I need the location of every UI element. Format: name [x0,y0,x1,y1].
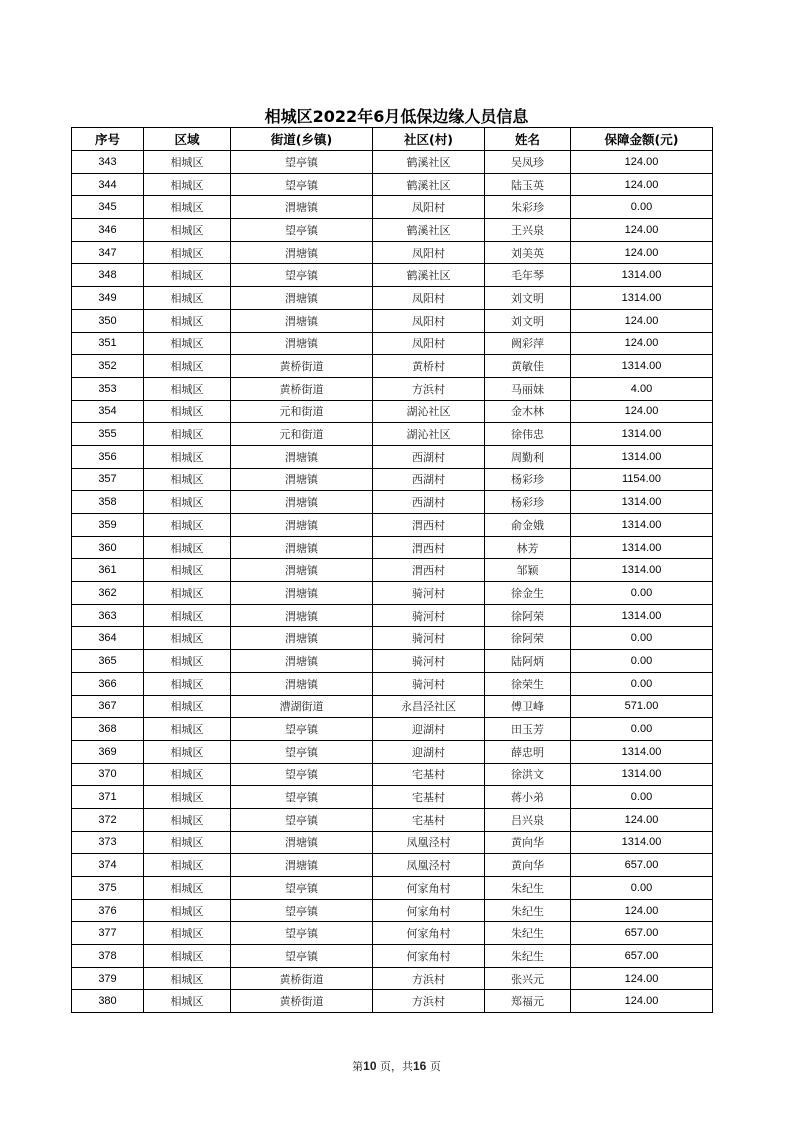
cell-name: 朱纪生 [485,877,571,900]
table-row [72,241,713,264]
cell-index: 350 [72,309,144,332]
cell-street: 黄桥街道 [231,355,373,378]
cell-amount: 657.00 [571,945,713,968]
cell-street: 渭塘镇 [231,332,373,355]
cell-amount: 0.00 [571,627,713,650]
table-row [72,196,713,219]
cell-street: 望亭镇 [231,763,373,786]
cell-name: 徐洪文 [485,763,571,786]
cell-community: 永昌泾社区 [373,695,485,718]
cell-amount: 124.00 [571,808,713,831]
cell-amount: 124.00 [571,899,713,922]
cell-name: 邹颖 [485,559,571,582]
cell-index: 343 [72,151,144,174]
table-row [72,854,713,877]
cell-index: 354 [72,400,144,423]
cell-community: 方浜村 [373,377,485,400]
table-row [72,740,713,763]
cell-name: 刘文明 [485,287,571,310]
cell-community: 何家角村 [373,945,485,968]
cell-street: 望亭镇 [231,264,373,287]
cell-name: 杨彩珍 [485,468,571,491]
cell-name: 吕兴泉 [485,808,571,831]
table-row [72,559,713,582]
cell-community: 鹤溪社区 [373,264,485,287]
cell-district: 相城区 [144,423,231,446]
cell-amount: 124.00 [571,219,713,242]
cell-street: 望亭镇 [231,808,373,831]
cell-index: 351 [72,332,144,355]
cell-district: 相城区 [144,468,231,491]
cell-street: 渭塘镇 [231,241,373,264]
cell-street: 望亭镇 [231,219,373,242]
cell-district: 相城区 [144,219,231,242]
total-pages: 16 [413,1059,427,1073]
cell-district: 相城区 [144,377,231,400]
cell-name: 徐伟忠 [485,423,571,446]
cell-index: 379 [72,967,144,990]
cell-name: 陆玉英 [485,173,571,196]
cell-district: 相城区 [144,672,231,695]
cell-amount: 1314.00 [571,514,713,537]
cell-street: 渭塘镇 [231,196,373,219]
cell-district: 相城区 [144,491,231,514]
cell-amount: 1314.00 [571,831,713,854]
cell-district: 相城区 [144,808,231,831]
table-row [72,287,713,310]
cell-street: 渭塘镇 [231,309,373,332]
table-row [72,899,713,922]
footer-prefix: 第 [352,1060,364,1073]
table-row [72,808,713,831]
cell-community: 渭西村 [373,559,485,582]
cell-name: 徐阿荣 [485,604,571,627]
cell-amount: 124.00 [571,241,713,264]
cell-community: 黄桥村 [373,355,485,378]
cell-index: 358 [72,491,144,514]
cell-amount: 1314.00 [571,264,713,287]
table-body [72,151,713,1013]
cell-community: 迎湖村 [373,740,485,763]
cell-district: 相城区 [144,582,231,605]
table-row [72,604,713,627]
table-row [72,309,713,332]
header-district: 区域 [144,128,231,151]
cell-name: 傅卫峰 [485,695,571,718]
cell-street: 渭塘镇 [231,536,373,559]
cell-index: 363 [72,604,144,627]
cell-community: 凤凰泾村 [373,854,485,877]
table-row [72,877,713,900]
cell-name: 徐金生 [485,582,571,605]
cell-street: 渭塘镇 [231,445,373,468]
cell-district: 相城区 [144,740,231,763]
cell-district: 相城区 [144,627,231,650]
cell-index: 345 [72,196,144,219]
cell-community: 西湖村 [373,445,485,468]
cell-index: 376 [72,899,144,922]
cell-index: 368 [72,718,144,741]
cell-index: 356 [72,445,144,468]
cell-community: 骑河村 [373,627,485,650]
cell-community: 西湖村 [373,491,485,514]
cell-district: 相城区 [144,763,231,786]
cell-index: 366 [72,672,144,695]
cell-community: 宅基村 [373,808,485,831]
cell-amount: 0.00 [571,786,713,809]
cell-community: 鹤溪社区 [373,173,485,196]
cell-street: 渭塘镇 [231,627,373,650]
table-row [72,219,713,242]
cell-amount: 1314.00 [571,287,713,310]
cell-community: 凤阳村 [373,196,485,219]
cell-street: 黄桥街道 [231,990,373,1013]
table-row [72,650,713,673]
cell-index: 375 [72,877,144,900]
cell-street: 渭塘镇 [231,604,373,627]
cell-community: 凤凰泾村 [373,831,485,854]
header-amount: 保障金额(元) [571,128,713,151]
cell-street: 望亭镇 [231,740,373,763]
cell-district: 相城区 [144,241,231,264]
cell-district: 相城区 [144,990,231,1013]
table-row [72,786,713,809]
cell-district: 相城区 [144,287,231,310]
cell-index: 360 [72,536,144,559]
cell-street: 望亭镇 [231,899,373,922]
cell-name: 黄向华 [485,854,571,877]
header-community: 社区(村) [373,128,485,151]
cell-name: 陆阿炳 [485,650,571,673]
cell-amount: 124.00 [571,967,713,990]
cell-community: 何家角村 [373,922,485,945]
cell-street: 元和街道 [231,423,373,446]
cell-name: 朱纪生 [485,899,571,922]
cell-district: 相城区 [144,264,231,287]
cell-district: 相城区 [144,445,231,468]
cell-amount: 1154.00 [571,468,713,491]
cell-amount: 0.00 [571,196,713,219]
table-row [72,355,713,378]
cell-community: 凤阳村 [373,287,485,310]
cell-index: 355 [72,423,144,446]
cell-street: 渭塘镇 [231,491,373,514]
cell-district: 相城区 [144,604,231,627]
cell-street: 望亭镇 [231,718,373,741]
cell-amount: 124.00 [571,990,713,1013]
table-row [72,922,713,945]
cell-index: 370 [72,763,144,786]
cell-name: 黄敏佳 [485,355,571,378]
cell-district: 相城区 [144,854,231,877]
cell-district: 相城区 [144,718,231,741]
cell-amount: 1314.00 [571,445,713,468]
cell-district: 相城区 [144,536,231,559]
cell-community: 凤阳村 [373,309,485,332]
cell-index: 362 [72,582,144,605]
cell-index: 371 [72,786,144,809]
cell-index: 357 [72,468,144,491]
table-row [72,491,713,514]
cell-district: 相城区 [144,831,231,854]
cell-name: 田玉芳 [485,718,571,741]
cell-amount: 0.00 [571,582,713,605]
cell-amount: 4.00 [571,377,713,400]
cell-amount: 1314.00 [571,559,713,582]
cell-amount: 124.00 [571,309,713,332]
cell-street: 渭塘镇 [231,650,373,673]
cell-street: 渭塘镇 [231,672,373,695]
cell-name: 刘美英 [485,241,571,264]
table-row [72,173,713,196]
cell-amount: 1314.00 [571,604,713,627]
cell-name: 王兴泉 [485,219,571,242]
cell-amount: 1314.00 [571,355,713,378]
table-row [72,718,713,741]
table-row [72,831,713,854]
cell-community: 湖沁社区 [373,423,485,446]
cell-amount: 1314.00 [571,536,713,559]
table-row [72,423,713,446]
cell-amount: 124.00 [571,332,713,355]
cell-amount: 124.00 [571,151,713,174]
cell-district: 相城区 [144,967,231,990]
table-header-row [72,128,713,151]
cell-district: 相城区 [144,899,231,922]
cell-district: 相城区 [144,922,231,945]
cell-index: 365 [72,650,144,673]
cell-community: 凤阳村 [373,332,485,355]
cell-street: 望亭镇 [231,945,373,968]
cell-community: 西湖村 [373,468,485,491]
cell-index: 361 [72,559,144,582]
cell-name: 杨彩珍 [485,491,571,514]
cell-amount: 124.00 [571,400,713,423]
cell-name: 阙彩萍 [485,332,571,355]
cell-amount: 657.00 [571,922,713,945]
cell-name: 朱纪生 [485,922,571,945]
cell-name: 薛忠明 [485,740,571,763]
cell-district: 相城区 [144,877,231,900]
cell-index: 377 [72,922,144,945]
table-row [72,536,713,559]
cell-district: 相城区 [144,945,231,968]
cell-amount: 0.00 [571,672,713,695]
cell-street: 渭塘镇 [231,559,373,582]
footer-mid: 页，共 [380,1060,413,1073]
table-row [72,332,713,355]
cell-name: 刘文明 [485,309,571,332]
cell-street: 黄桥街道 [231,967,373,990]
cell-street: 渭塘镇 [231,582,373,605]
cell-street: 望亭镇 [231,151,373,174]
footer-suffix: 页 [429,1060,441,1073]
cell-name: 蒋小弟 [485,786,571,809]
header-name: 姓名 [485,128,571,151]
cell-index: 374 [72,854,144,877]
cell-community: 何家角村 [373,877,485,900]
cell-name: 黄向华 [485,831,571,854]
recipients-table [71,127,713,1013]
cell-amount: 0.00 [571,650,713,673]
cell-amount: 0.00 [571,718,713,741]
cell-index: 353 [72,377,144,400]
cell-community: 骑河村 [373,650,485,673]
cell-index: 372 [72,808,144,831]
table-row [72,582,713,605]
table-row [72,400,713,423]
cell-district: 相城区 [144,400,231,423]
cell-amount: 1314.00 [571,491,713,514]
table-row [72,468,713,491]
cell-street: 渭塘镇 [231,831,373,854]
cell-index: 349 [72,287,144,310]
page-footer [0,1058,793,1074]
cell-index: 367 [72,695,144,718]
cell-street: 元和街道 [231,400,373,423]
cell-name: 朱彩珍 [485,196,571,219]
cell-index: 369 [72,740,144,763]
cell-street: 渭塘镇 [231,468,373,491]
cell-name: 马丽妹 [485,377,571,400]
cell-district: 相城区 [144,514,231,537]
table-row [72,151,713,174]
cell-community: 湖沁社区 [373,400,485,423]
cell-index: 380 [72,990,144,1013]
cell-name: 吴凤珍 [485,151,571,174]
cell-community: 渭西村 [373,514,485,537]
cell-street: 漕湖街道 [231,695,373,718]
cell-name: 郑福元 [485,990,571,1013]
table-row [72,763,713,786]
cell-name: 俞金娥 [485,514,571,537]
cell-district: 相城区 [144,650,231,673]
cell-index: 364 [72,627,144,650]
cell-district: 相城区 [144,786,231,809]
cell-community: 骑河村 [373,582,485,605]
cell-index: 344 [72,173,144,196]
current-page: 10 [363,1059,377,1073]
cell-community: 宅基村 [373,763,485,786]
cell-district: 相城区 [144,173,231,196]
cell-amount: 1314.00 [571,423,713,446]
cell-amount: 571.00 [571,695,713,718]
cell-district: 相城区 [144,355,231,378]
table-row [72,377,713,400]
cell-name: 毛年琴 [485,264,571,287]
cell-name: 徐阿荣 [485,627,571,650]
cell-index: 348 [72,264,144,287]
cell-street: 黄桥街道 [231,377,373,400]
cell-community: 渭西村 [373,536,485,559]
table-row [72,445,713,468]
header-index: 序号 [72,128,144,151]
table-row [72,967,713,990]
cell-community: 鹤溪社区 [373,219,485,242]
cell-index: 352 [72,355,144,378]
cell-district: 相城区 [144,309,231,332]
cell-district: 相城区 [144,695,231,718]
cell-street: 望亭镇 [231,173,373,196]
cell-amount: 124.00 [571,173,713,196]
cell-index: 346 [72,219,144,242]
cell-district: 相城区 [144,559,231,582]
table-row [72,990,713,1013]
cell-name: 林芳 [485,536,571,559]
cell-name: 张兴元 [485,967,571,990]
cell-street: 渭塘镇 [231,854,373,877]
cell-community: 迎湖村 [373,718,485,741]
cell-index: 378 [72,945,144,968]
cell-street: 渭塘镇 [231,514,373,537]
cell-name: 金木林 [485,400,571,423]
cell-community: 方浜村 [373,967,485,990]
cell-district: 相城区 [144,332,231,355]
cell-street: 望亭镇 [231,786,373,809]
table-row [72,695,713,718]
cell-amount: 657.00 [571,854,713,877]
cell-name: 徐荣生 [485,672,571,695]
document-title: 相城区2022年6月低保边缘人员信息 [264,107,529,126]
cell-district: 相城区 [144,196,231,219]
cell-name: 周勤利 [485,445,571,468]
table-row [72,945,713,968]
cell-index: 373 [72,831,144,854]
table-row [72,672,713,695]
cell-street: 望亭镇 [231,877,373,900]
cell-street: 渭塘镇 [231,287,373,310]
cell-community: 方浜村 [373,990,485,1013]
cell-amount: 0.00 [571,877,713,900]
cell-community: 骑河村 [373,672,485,695]
cell-community: 何家角村 [373,899,485,922]
table-row [72,627,713,650]
cell-amount: 1314.00 [571,763,713,786]
header-street: 街道(乡镇) [231,128,373,151]
cell-index: 347 [72,241,144,264]
cell-community: 鹤溪社区 [373,151,485,174]
cell-community: 骑河村 [373,604,485,627]
cell-community: 凤阳村 [373,241,485,264]
cell-community: 宅基村 [373,786,485,809]
table-row [72,514,713,537]
cell-district: 相城区 [144,151,231,174]
cell-amount: 1314.00 [571,740,713,763]
cell-name: 朱纪生 [485,945,571,968]
cell-index: 359 [72,514,144,537]
table-row [72,264,713,287]
cell-street: 望亭镇 [231,922,373,945]
